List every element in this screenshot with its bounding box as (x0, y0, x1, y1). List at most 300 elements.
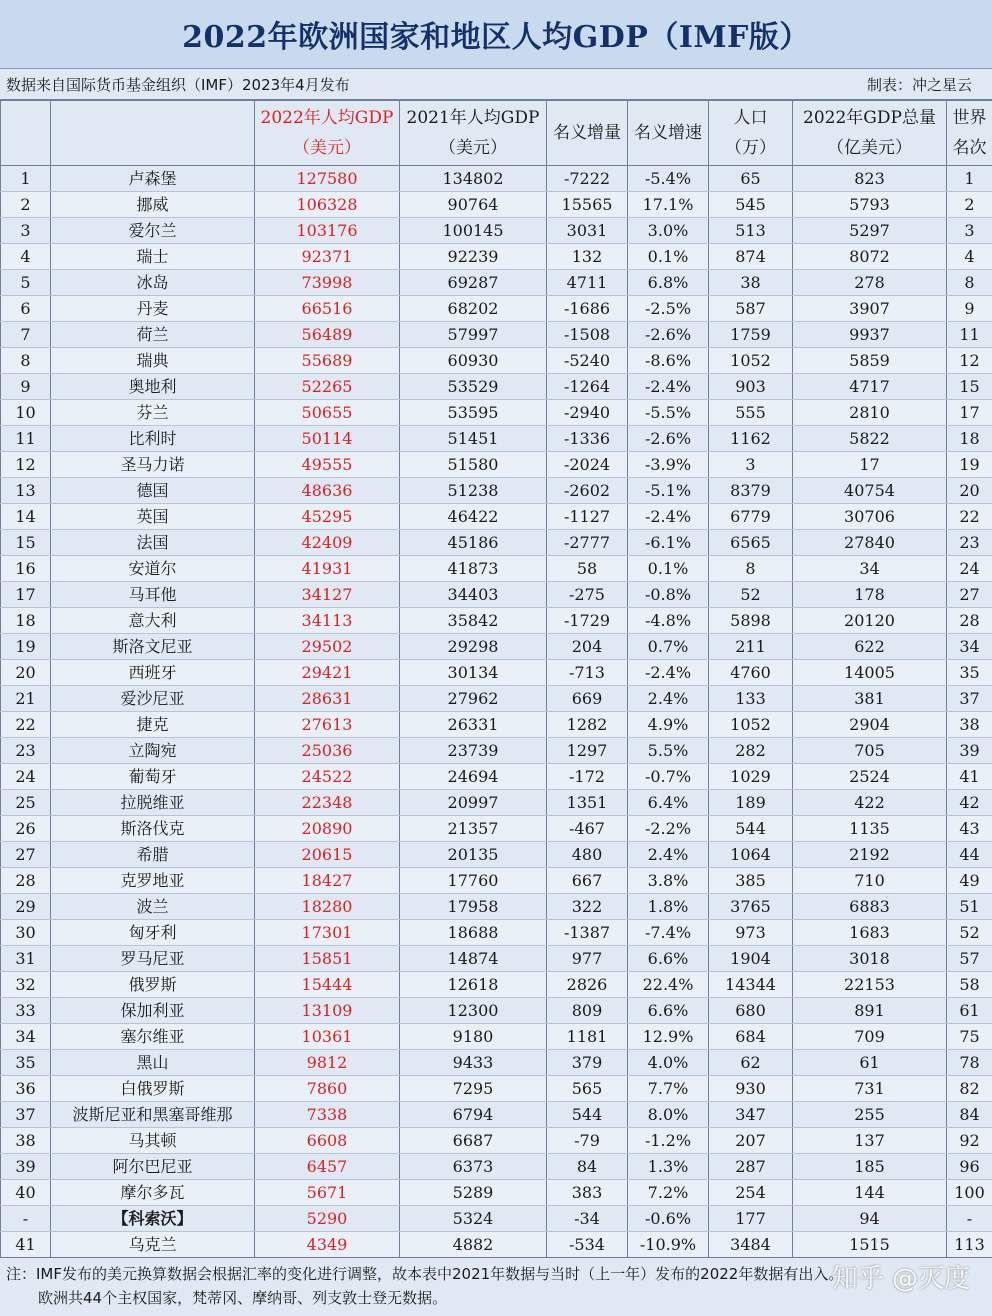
cell-world-rank: 22 (947, 504, 992, 530)
cell-gdp-2022: 48636 (255, 478, 400, 504)
cell-gdp-total: 3907 (793, 296, 947, 322)
cell-world-rank: 15 (947, 374, 992, 400)
cell-world-rank: 39 (947, 738, 992, 764)
cell-country: 奥地利 (51, 374, 255, 400)
table-row (1, 192, 992, 218)
table-row (1, 634, 992, 660)
cell-nominal-increase: 3031 (547, 218, 628, 244)
cell-world-rank: 113 (947, 1232, 992, 1258)
cell-index: 19 (1, 634, 51, 660)
cell-country: 意大利 (51, 608, 255, 634)
cell-world-rank: 8 (947, 270, 992, 296)
cell-index: 5 (1, 270, 51, 296)
cell-nominal-increase: -713 (547, 660, 628, 686)
cell-population: 3484 (709, 1232, 793, 1258)
cell-world-rank: 82 (947, 1076, 992, 1102)
cell-country: 波斯尼亚和黑塞哥维那 (51, 1102, 255, 1128)
cell-gdp-2021: 29298 (400, 634, 547, 660)
cell-gdp-total: 185 (793, 1154, 947, 1180)
cell-country: 匈牙利 (51, 920, 255, 946)
cell-world-rank: 44 (947, 842, 992, 868)
cell-country: 西班牙 (51, 660, 255, 686)
cell-nominal-growth: 7.7% (628, 1076, 709, 1102)
cell-country: 马耳他 (51, 582, 255, 608)
cell-gdp-total: 22153 (793, 972, 947, 998)
gdp-table (0, 100, 992, 1258)
table-row (1, 270, 992, 296)
cell-population: 930 (709, 1076, 793, 1102)
cell-nominal-increase: 1181 (547, 1024, 628, 1050)
cell-index: 34 (1, 1024, 51, 1050)
cell-index: 14 (1, 504, 51, 530)
cell-nominal-growth: -2.6% (628, 322, 709, 348)
cell-gdp-2022: 56489 (255, 322, 400, 348)
cell-nominal-growth: 0.7% (628, 634, 709, 660)
cell-nominal-increase: -1387 (547, 920, 628, 946)
table-row (1, 556, 992, 582)
cell-gdp-2022: 50114 (255, 426, 400, 452)
cell-index: 9 (1, 374, 51, 400)
cell-gdp-total: 30706 (793, 504, 947, 530)
cell-world-rank: 9 (947, 296, 992, 322)
cell-country: 葡萄牙 (51, 764, 255, 790)
cell-index: 30 (1, 920, 51, 946)
cell-gdp-2022: 25036 (255, 738, 400, 764)
cell-gdp-2022: 34127 (255, 582, 400, 608)
cell-population: 207 (709, 1128, 793, 1154)
cell-gdp-2021: 14874 (400, 946, 547, 972)
cell-gdp-2022: 49555 (255, 452, 400, 478)
cell-gdp-2021: 92239 (400, 244, 547, 270)
cell-index: 17 (1, 582, 51, 608)
table-row (1, 296, 992, 322)
cell-population: 874 (709, 244, 793, 270)
cell-nominal-increase: 809 (547, 998, 628, 1024)
cell-gdp-2022: 18280 (255, 894, 400, 920)
table-row (1, 1154, 992, 1180)
cell-gdp-2022: 45295 (255, 504, 400, 530)
cell-gdp-total: 2904 (793, 712, 947, 738)
cell-index: 13 (1, 478, 51, 504)
cell-nominal-growth: 22.4% (628, 972, 709, 998)
cell-index: 20 (1, 660, 51, 686)
cell-gdp-total: 381 (793, 686, 947, 712)
cell-country: 摩尔多瓦 (51, 1180, 255, 1206)
cell-index: 3 (1, 218, 51, 244)
cell-gdp-total: 20120 (793, 608, 947, 634)
table-row (1, 764, 992, 790)
cell-nominal-growth: -1.2% (628, 1128, 709, 1154)
cell-index: 40 (1, 1180, 51, 1206)
cell-world-rank: 2 (947, 192, 992, 218)
cell-gdp-2021: 90764 (400, 192, 547, 218)
header-nominal-increase: 名义增量 (547, 101, 628, 166)
cell-country: 【科索沃】 (51, 1206, 255, 1232)
cell-index: 12 (1, 452, 51, 478)
cell-gdp-2021: 12618 (400, 972, 547, 998)
cell-gdp-2021: 53595 (400, 400, 547, 426)
table-row (1, 712, 992, 738)
table-row (1, 1232, 992, 1258)
cell-population: 587 (709, 296, 793, 322)
cell-population: 5898 (709, 608, 793, 634)
cell-world-rank: 18 (947, 426, 992, 452)
cell-world-rank: 28 (947, 608, 992, 634)
cell-population: 544 (709, 816, 793, 842)
table-row (1, 946, 992, 972)
cell-gdp-total: 710 (793, 868, 947, 894)
cell-gdp-2022: 7860 (255, 1076, 400, 1102)
table-row (1, 868, 992, 894)
cell-country: 黑山 (51, 1050, 255, 1076)
table-row (1, 972, 992, 998)
cell-world-rank: 75 (947, 1024, 992, 1050)
cell-world-rank: 58 (947, 972, 992, 998)
cell-index: 27 (1, 842, 51, 868)
cell-nominal-increase: -275 (547, 582, 628, 608)
cell-gdp-2021: 23739 (400, 738, 547, 764)
cell-gdp-2021: 46422 (400, 504, 547, 530)
cell-nominal-increase: 669 (547, 686, 628, 712)
cell-country: 挪威 (51, 192, 255, 218)
cell-index: - (1, 1206, 51, 1232)
cell-gdp-2022: 13109 (255, 998, 400, 1024)
table-row (1, 998, 992, 1024)
cell-gdp-2022: 34113 (255, 608, 400, 634)
cell-gdp-2021: 6373 (400, 1154, 547, 1180)
cell-index: 41 (1, 1232, 51, 1258)
cell-index: 21 (1, 686, 51, 712)
cell-gdp-2022: 6608 (255, 1128, 400, 1154)
cell-nominal-increase: -172 (547, 764, 628, 790)
header-gdp-2022: 2022年人均GDP （美元） (255, 101, 400, 166)
cell-nominal-increase: -1264 (547, 374, 628, 400)
table-row (1, 582, 992, 608)
cell-country: 俄罗斯 (51, 972, 255, 998)
table-row (1, 400, 992, 426)
cell-world-rank: 57 (947, 946, 992, 972)
header-population: 人口 （万） (709, 101, 793, 166)
cell-world-rank: 12 (947, 348, 992, 374)
cell-nominal-increase: -2602 (547, 478, 628, 504)
cell-gdp-2022: 41931 (255, 556, 400, 582)
cell-nominal-increase: -2940 (547, 400, 628, 426)
cell-gdp-2021: 68202 (400, 296, 547, 322)
cell-gdp-2021: 26331 (400, 712, 547, 738)
cell-gdp-2022: 15851 (255, 946, 400, 972)
cell-gdp-total: 17 (793, 452, 947, 478)
cell-nominal-growth: 3.8% (628, 868, 709, 894)
cell-nominal-growth: -0.6% (628, 1206, 709, 1232)
cell-country: 丹麦 (51, 296, 255, 322)
cell-gdp-total: 1135 (793, 816, 947, 842)
cell-gdp-total: 622 (793, 634, 947, 660)
watermark: 知乎 @灭度 (831, 1264, 970, 1294)
header-row (1, 101, 992, 166)
cell-nominal-growth: -0.8% (628, 582, 709, 608)
table-row (1, 686, 992, 712)
cell-world-rank: 1 (947, 166, 992, 192)
cell-nominal-growth: -5.1% (628, 478, 709, 504)
cell-index: 26 (1, 816, 51, 842)
cell-nominal-growth: -5.5% (628, 400, 709, 426)
cell-gdp-2021: 69287 (400, 270, 547, 296)
cell-index: 37 (1, 1102, 51, 1128)
cell-gdp-total: 278 (793, 270, 947, 296)
cell-gdp-total: 137 (793, 1128, 947, 1154)
cell-gdp-2021: 34403 (400, 582, 547, 608)
cell-world-rank: 43 (947, 816, 992, 842)
header-index (1, 101, 51, 166)
cell-gdp-2021: 35842 (400, 608, 547, 634)
cell-gdp-2021: 9180 (400, 1024, 547, 1050)
cell-index: 15 (1, 530, 51, 556)
cell-nominal-growth: -2.2% (628, 816, 709, 842)
cell-gdp-2022: 5671 (255, 1180, 400, 1206)
cell-gdp-2021: 5324 (400, 1206, 547, 1232)
cell-nominal-increase: 204 (547, 634, 628, 660)
cell-country: 立陶宛 (51, 738, 255, 764)
cell-nominal-increase: 379 (547, 1050, 628, 1076)
cell-gdp-total: 1515 (793, 1232, 947, 1258)
cell-gdp-total: 34 (793, 556, 947, 582)
cell-gdp-2022: 73998 (255, 270, 400, 296)
cell-country: 比利时 (51, 426, 255, 452)
header-world-rank: 世界 名次 (947, 101, 992, 166)
table-row (1, 374, 992, 400)
cell-nominal-growth: -7.4% (628, 920, 709, 946)
cell-world-rank: 52 (947, 920, 992, 946)
cell-gdp-2022: 28631 (255, 686, 400, 712)
cell-nominal-growth: -2.6% (628, 426, 709, 452)
cell-gdp-total: 705 (793, 738, 947, 764)
cell-world-rank: 19 (947, 452, 992, 478)
page-title: 2022年欧洲国家和地区人均GDP（IMF版） (182, 20, 810, 55)
cell-population: 282 (709, 738, 793, 764)
cell-gdp-total: 4717 (793, 374, 947, 400)
cell-gdp-2021: 20135 (400, 842, 547, 868)
table-row (1, 452, 992, 478)
cell-gdp-total: 144 (793, 1180, 947, 1206)
cell-nominal-growth: -0.7% (628, 764, 709, 790)
cell-population: 133 (709, 686, 793, 712)
cell-gdp-2021: 20997 (400, 790, 547, 816)
cell-gdp-2022: 42409 (255, 530, 400, 556)
cell-nominal-increase: -1508 (547, 322, 628, 348)
cell-nominal-increase: -79 (547, 1128, 628, 1154)
cell-country: 法国 (51, 530, 255, 556)
cell-gdp-total: 40754 (793, 478, 947, 504)
cell-gdp-2021: 27962 (400, 686, 547, 712)
cell-country: 拉脱维亚 (51, 790, 255, 816)
cell-gdp-2022: 18427 (255, 868, 400, 894)
cell-index: 10 (1, 400, 51, 426)
cell-index: 28 (1, 868, 51, 894)
cell-gdp-2022: 29421 (255, 660, 400, 686)
cell-population: 177 (709, 1206, 793, 1232)
cell-population: 1759 (709, 322, 793, 348)
cell-index: 35 (1, 1050, 51, 1076)
cell-world-rank: 49 (947, 868, 992, 894)
cell-world-rank: 34 (947, 634, 992, 660)
cell-world-rank: 35 (947, 660, 992, 686)
cell-gdp-2022: 24522 (255, 764, 400, 790)
cell-world-rank: 92 (947, 1128, 992, 1154)
cell-gdp-total: 422 (793, 790, 947, 816)
cell-index: 2 (1, 192, 51, 218)
cell-gdp-total: 6883 (793, 894, 947, 920)
cell-population: 6779 (709, 504, 793, 530)
header-gdp-2021: 2021年人均GDP （美元） (400, 101, 547, 166)
cell-nominal-growth: -8.6% (628, 348, 709, 374)
cell-gdp-2022: 9812 (255, 1050, 400, 1076)
cell-gdp-2021: 21357 (400, 816, 547, 842)
cell-gdp-2021: 51580 (400, 452, 547, 478)
cell-gdp-2022: 17301 (255, 920, 400, 946)
cell-gdp-2022: 66516 (255, 296, 400, 322)
cell-nominal-growth: -10.9% (628, 1232, 709, 1258)
cell-nominal-increase: -1686 (547, 296, 628, 322)
cell-gdp-2021: 7295 (400, 1076, 547, 1102)
cell-nominal-growth: 2.4% (628, 686, 709, 712)
cell-world-rank: 3 (947, 218, 992, 244)
cell-index: 31 (1, 946, 51, 972)
cell-nominal-growth: -6.1% (628, 530, 709, 556)
cell-nominal-increase: -467 (547, 816, 628, 842)
cell-gdp-2021: 57997 (400, 322, 547, 348)
cell-gdp-total: 5793 (793, 192, 947, 218)
footnote-line-1: 注：IMF发布的美元换算数据会根据汇率的变化进行调整，故本表中2021年数据与当时（上一年）发布的2022年数据有出入。 (6, 1265, 844, 1283)
cell-nominal-growth: 6.4% (628, 790, 709, 816)
cell-gdp-2022: 20615 (255, 842, 400, 868)
cell-index: 33 (1, 998, 51, 1024)
cell-population: 287 (709, 1154, 793, 1180)
cell-world-rank: 24 (947, 556, 992, 582)
cell-index: 22 (1, 712, 51, 738)
cell-index: 18 (1, 608, 51, 634)
cell-gdp-2022: 55689 (255, 348, 400, 374)
cell-nominal-increase: -1336 (547, 426, 628, 452)
cell-gdp-2021: 12300 (400, 998, 547, 1024)
header-nominal-growth: 名义增速 (628, 101, 709, 166)
cell-nominal-growth: -3.9% (628, 452, 709, 478)
cell-nominal-growth: 4.9% (628, 712, 709, 738)
cell-population: 4760 (709, 660, 793, 686)
cell-population: 211 (709, 634, 793, 660)
cell-nominal-increase: 2826 (547, 972, 628, 998)
cell-country: 波兰 (51, 894, 255, 920)
cell-population: 973 (709, 920, 793, 946)
cell-gdp-2022: 106328 (255, 192, 400, 218)
header-country (51, 101, 255, 166)
cell-nominal-growth: 0.1% (628, 556, 709, 582)
cell-gdp-2021: 5289 (400, 1180, 547, 1206)
cell-gdp-2022: 20890 (255, 816, 400, 842)
cell-gdp-2022: 22348 (255, 790, 400, 816)
cell-country: 爱沙尼亚 (51, 686, 255, 712)
footnote-line-2: 欧洲共44个主权国家，梵蒂冈、摩纳哥、列支敦士登无数据。 (38, 1289, 448, 1307)
table-row (1, 790, 992, 816)
cell-gdp-2021: 100145 (400, 218, 547, 244)
cell-population: 1162 (709, 426, 793, 452)
cell-population: 8 (709, 556, 793, 582)
cell-country: 希腊 (51, 842, 255, 868)
cell-index: 36 (1, 1076, 51, 1102)
cell-index: 29 (1, 894, 51, 920)
cell-world-rank: 20 (947, 478, 992, 504)
table-row (1, 1102, 992, 1128)
cell-gdp-2022: 4349 (255, 1232, 400, 1258)
cell-world-rank: 11 (947, 322, 992, 348)
cell-gdp-2022: 5290 (255, 1206, 400, 1232)
table-row (1, 894, 992, 920)
cell-index: 6 (1, 296, 51, 322)
cell-gdp-2021: 4882 (400, 1232, 547, 1258)
cell-population: 1052 (709, 712, 793, 738)
cell-gdp-total: 61 (793, 1050, 947, 1076)
cell-country: 乌克兰 (51, 1232, 255, 1258)
cell-gdp-total: 3018 (793, 946, 947, 972)
cell-gdp-total: 891 (793, 998, 947, 1024)
cell-country: 罗马尼亚 (51, 946, 255, 972)
cell-gdp-2022: 127580 (255, 166, 400, 192)
cell-nominal-growth: 4.0% (628, 1050, 709, 1076)
cell-population: 903 (709, 374, 793, 400)
cell-gdp-2021: 134802 (400, 166, 547, 192)
cell-country: 瑞士 (51, 244, 255, 270)
cell-gdp-2022: 7338 (255, 1102, 400, 1128)
table-row (1, 920, 992, 946)
cell-nominal-growth: 1.8% (628, 894, 709, 920)
cell-nominal-increase: -5240 (547, 348, 628, 374)
cell-population: 555 (709, 400, 793, 426)
table-row (1, 1128, 992, 1154)
cell-nominal-growth: -2.4% (628, 504, 709, 530)
cell-nominal-increase: 58 (547, 556, 628, 582)
cell-index: 7 (1, 322, 51, 348)
cell-country: 塞尔维亚 (51, 1024, 255, 1050)
cell-country: 克罗地亚 (51, 868, 255, 894)
cell-population: 254 (709, 1180, 793, 1206)
cell-gdp-total: 14005 (793, 660, 947, 686)
cell-gdp-2022: 10361 (255, 1024, 400, 1050)
cell-country: 斯洛伐克 (51, 816, 255, 842)
cell-gdp-total: 731 (793, 1076, 947, 1102)
cell-population: 385 (709, 868, 793, 894)
cell-nominal-increase: 383 (547, 1180, 628, 1206)
table-body (1, 166, 992, 1258)
table-row (1, 660, 992, 686)
cell-gdp-total: 5859 (793, 348, 947, 374)
cell-gdp-total: 823 (793, 166, 947, 192)
cell-nominal-increase: 84 (547, 1154, 628, 1180)
cell-nominal-increase: -1127 (547, 504, 628, 530)
cell-gdp-total: 5822 (793, 426, 947, 452)
cell-nominal-increase: 1297 (547, 738, 628, 764)
cell-gdp-2021: 9433 (400, 1050, 547, 1076)
cell-gdp-2021: 18688 (400, 920, 547, 946)
cell-gdp-total: 2192 (793, 842, 947, 868)
cell-population: 680 (709, 998, 793, 1024)
cell-nominal-increase: 480 (547, 842, 628, 868)
table-row (1, 478, 992, 504)
cell-gdp-2022: 27613 (255, 712, 400, 738)
cell-world-rank: 42 (947, 790, 992, 816)
cell-country: 冰岛 (51, 270, 255, 296)
cell-index: 8 (1, 348, 51, 374)
cell-nominal-growth: 3.0% (628, 218, 709, 244)
cell-nominal-growth: 12.9% (628, 1024, 709, 1050)
